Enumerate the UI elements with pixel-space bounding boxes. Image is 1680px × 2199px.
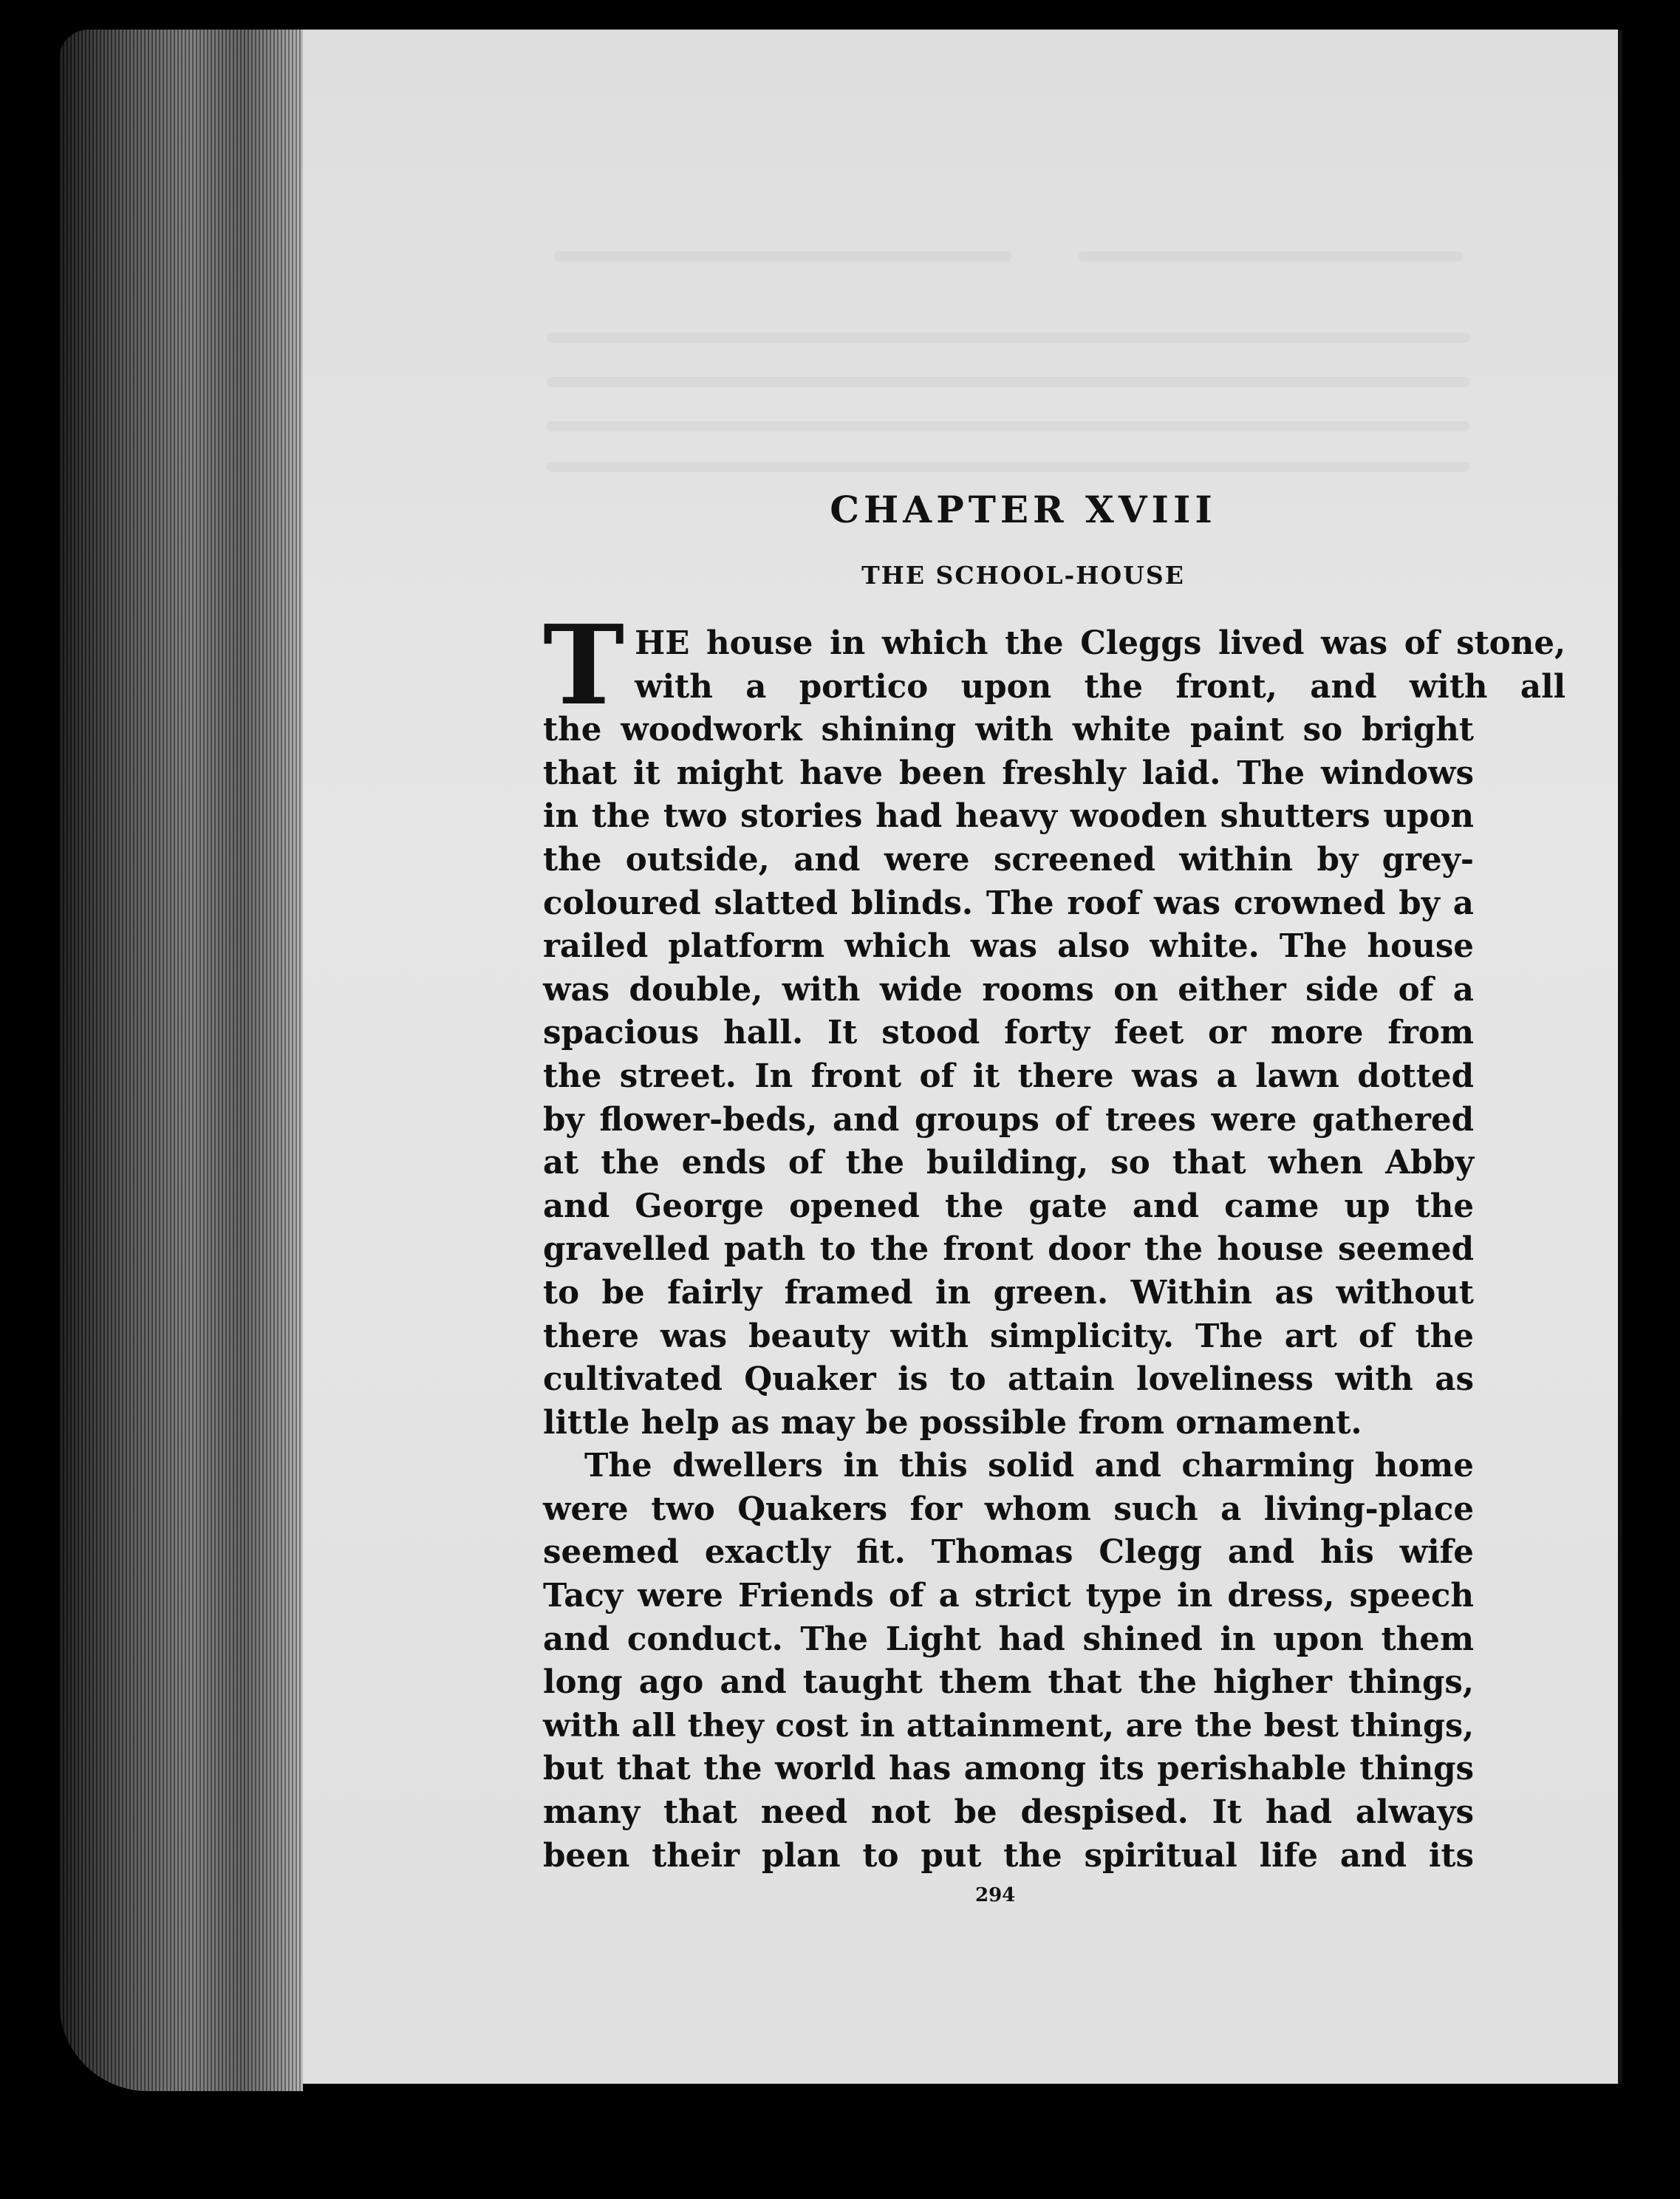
text-line: cultivated Quaker is to attain loveliness with as	[543, 1360, 1474, 1399]
text-line: coloured slatted blinds. The roof was crowned by a	[543, 884, 1474, 922]
chapter-subtitle: THE SCHOOL-HOUSE	[861, 561, 1185, 590]
text-line: but that the world has among its perishable things	[543, 1750, 1474, 1788]
show-through-line	[1079, 251, 1463, 262]
paragraph-2	[543, 1445, 1474, 1878]
text-line: railed platform which was also white. The house	[543, 927, 1474, 966]
show-through-line	[547, 421, 1470, 432]
text-line: seemed exactly fit. Thomas Clegg and his wife	[543, 1533, 1474, 1572]
show-through-line	[554, 251, 1012, 262]
chapter-title: CHAPTER XVIII	[830, 488, 1217, 531]
text-line: was double, with wide rooms on either side of a	[543, 970, 1474, 1009]
text-line: the outside, and were screened within by grey-	[543, 840, 1474, 879]
show-through-line	[547, 333, 1470, 343]
text-line: the woodwork shining with white paint so bright	[543, 711, 1474, 749]
text-line: and conduct. The Light had shined in upon them	[543, 1620, 1474, 1658]
text-line: were two Quakers for whom such a living-place	[543, 1490, 1474, 1528]
text-line: gravelled path to the front door the house seemed	[543, 1230, 1474, 1269]
paragraph-1	[543, 601, 1566, 1445]
text-line: to be fairly framed in green. Within as without	[543, 1273, 1474, 1312]
text-line: with all they cost in attainment, are the best things,	[543, 1707, 1474, 1745]
drop-cap: T	[543, 601, 625, 729]
text-line: long ago and taught them that the higher things,	[543, 1663, 1474, 1702]
text-line: and George opened the gate and came up the	[543, 1187, 1474, 1225]
text-line: in the two stories had heavy wooden shutters upon	[543, 797, 1474, 836]
text-line: many that need not be despised. It had always	[543, 1793, 1474, 1832]
book-page-edges	[59, 30, 303, 2091]
text-line: The dwellers in this solid and charming home	[584, 1447, 1474, 1485]
text-line: there was beauty with simplicity. The art of the	[543, 1317, 1474, 1355]
text-line: HE house in which the Cleggs lived was of stone,	[635, 624, 1566, 662]
text-line: spacious hall. It stood forty feet or more from	[543, 1014, 1474, 1052]
scan-right-margin	[1622, 0, 1680, 2199]
text-block	[543, 488, 1566, 1878]
text-line: the street. In front of it there was a lawn dotted	[543, 1057, 1474, 1095]
page-number: 294	[975, 1884, 1016, 1906]
text-line: Tacy were Friends of a strict type in dress, speech	[543, 1577, 1474, 1615]
show-through-line	[547, 462, 1470, 472]
text-line: with a portico upon the front, and with all	[635, 667, 1566, 706]
show-through-line	[547, 377, 1470, 387]
text-line: at the ends of the building, so that when Abby	[543, 1144, 1474, 1182]
text-line: little help as may be possible from ornament.	[543, 1403, 1362, 1442]
text-line: by flower-beds, and groups of trees were gathered	[543, 1100, 1474, 1139]
text-line: that it might have been freshly laid. The windows	[543, 754, 1474, 792]
text-line: been their plan to put the spiritual life and its	[543, 1836, 1474, 1875]
